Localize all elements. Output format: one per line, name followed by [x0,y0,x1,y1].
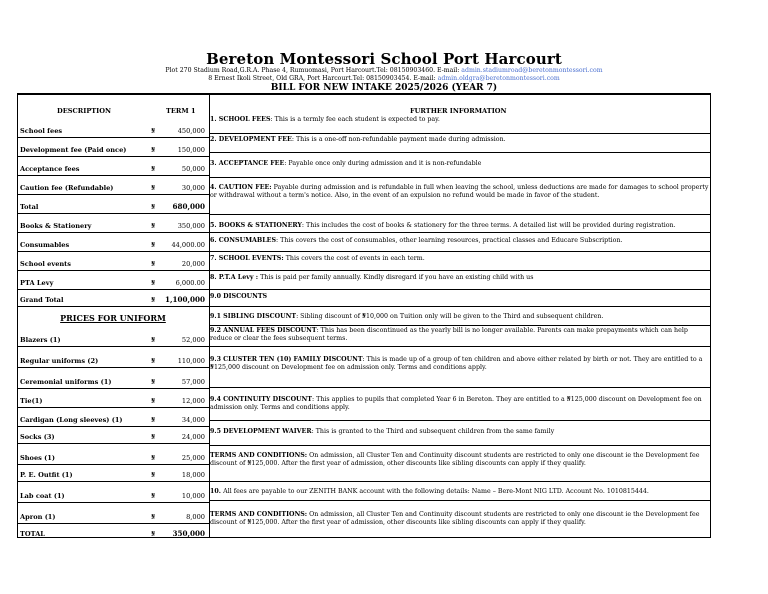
info-text: All fees are payable to our ZENITH BANK account with the following details: Name – Bere-Mont NIG LTD. Account No. 1010815444. [223,488,649,495]
uniform-label: Cardigan (Long sleeves) (1) [20,416,123,424]
info-number: 8. [210,274,219,281]
fee-amount: 50,000 [181,165,205,173]
row-divider [17,289,209,290]
info-text: : Payable once only during admission and it is non-refundable [284,160,482,167]
info-text: : This applies to pupils that completed Year 6 in Bereton. They are entitled to a ₦125,000 discount on Development fee on admission only. Terms and conditions apply. [210,396,702,411]
uniform-label: Blazers (1) [20,336,61,344]
row-divider [17,137,209,138]
currency-symbol: ₦ [151,530,156,538]
col-info-header: FURTHER INFORMATION [410,107,507,115]
currency-symbol: ₦ [151,203,156,211]
info-title: SCHOOL FEES [218,116,271,123]
address-line-2 [0,75,768,82]
info-title: TERMS AND CONDITIONS: [210,511,308,518]
fee-label: Development fee (Paid once) [20,146,127,154]
uniform-amount: 8,000 [186,513,205,521]
currency-symbol: ₦ [151,513,156,521]
info-item [210,452,709,468]
fee-label: School events [20,260,71,268]
row-divider [17,407,209,408]
info-title: BOOKS & STATIONERY [218,222,302,229]
uniform-label: Apron (1) [20,513,56,521]
currency-symbol: ₦ [151,222,156,230]
uniform-amount: 18,000 [181,471,205,479]
info-text: On admission, all Cluster Ten and Continuity discount students are restricted to only one discount ie the Development fee discount of ₦125,000. After the first year of admission, other discounts like sibling discounts can apply if they qualify. [210,452,700,467]
info-number: 9.1 [210,313,224,320]
uniform-amount: 10,000 [181,492,205,500]
info-item [210,160,709,168]
uniform-amount: 57,000 [181,378,205,386]
row-divider [17,388,209,389]
uniform-amount: 25,000 [181,454,205,462]
fee-amount: 20,000 [181,260,205,268]
row-divider [17,213,209,214]
info-text: : Sibling discount of ₦10,000 on Tuition only will be given to the Third and subsequent children. [296,313,604,320]
email-link-1[interactable]: admin.stadiumroad@beretonmontessori.com [461,67,603,74]
fee-label: Caution fee (Refundable) [20,184,114,192]
fee-amount: 350,000 [177,222,205,230]
row-divider [17,502,209,503]
info-title: TERMS AND CONDITIONS: [210,452,308,459]
info-title: DISCOUNTS [223,293,268,300]
info-divider [209,289,711,290]
info-item [210,293,709,301]
info-number: 9.0 [210,293,224,300]
address-1-text: Plot 270 Stadium Road,G.R.A. Phase 4, Rumuomasi, Port Harcourt.Tel: 08150903460. E-mail: [165,67,462,74]
info-title: CONSUMABLES [218,237,277,244]
info-item [210,327,709,343]
row-divider [17,464,209,465]
info-title: ANNUAL FEES DISCOUNT [223,327,317,334]
info-number: 3. [210,160,219,167]
info-title: DEVELOPMENT FEE [218,136,292,143]
fee-amount: 150,000 [177,146,205,154]
currency-symbol: ₦ [151,471,156,479]
row-divider [17,367,209,368]
currency-symbol: ₦ [151,492,156,500]
uniform-label: Regular uniforms (2) [20,357,99,365]
info-number: 9.5 [210,428,224,435]
row-divider [17,443,209,444]
info-text: Payable during admission and is refundable in full when leaving the school, unless deductions are made for damages to school property or withdrawal without a term's notice. Also, in the event of an expulsion no refund would be made in favor of the student. [210,184,709,199]
fee-label: Consumables [20,241,70,249]
currency-symbol: ₦ [151,127,156,135]
info-divider [209,306,711,307]
info-item [210,488,709,496]
row-divider [17,194,209,195]
fee-label: Acceptance fees [20,165,80,173]
row-divider [17,251,209,252]
uniform-amount: 350,000 [172,529,205,538]
address-2-text: 8 Ernest Ikoli Street, Old GRA, Port Harcourt.Tel: 08150903454. E-mail: [208,75,438,82]
currency-symbol: ₦ [151,241,156,249]
fee-label: Grand Total [20,296,64,304]
fee-amount: 44,000.00 [171,241,205,249]
row-divider [17,232,209,233]
info-item [210,511,709,527]
info-divider [209,387,711,388]
info-number: 7. [210,255,219,262]
uniform-amount: 24,000 [181,433,205,441]
info-text: This covers the cost of events in each term. [283,255,425,262]
info-number: 1. [210,116,219,123]
row-divider [17,306,209,307]
info-text: : This is made up of a group of ten children and above either related by birth or not. They are entitled to a ₦125,000 discount on Development fee on admission only. Terms and conditions apply. [210,356,703,371]
info-item [210,356,709,372]
info-text: : This covers the cost of consumables, other learning resources, practical classes and Educare Subscription. [276,237,623,244]
info-item [210,255,709,263]
info-divider [209,251,711,252]
info-text: : This has been discontinued as the yearly bill is no longer available. Parents can make prepayments which can help reduce or clear the fees subsequent terms. [210,327,688,342]
row-divider [17,523,209,524]
info-item [210,396,709,412]
info-item [210,184,709,200]
currency-symbol: ₦ [151,454,156,462]
info-divider [209,270,711,271]
currency-symbol: ₦ [151,416,156,424]
row-divider [17,426,209,427]
uniform-label: Shoes (1) [20,454,55,462]
currency-symbol: ₦ [151,146,156,154]
info-number: 6. [210,237,219,244]
address-line-1 [0,67,768,74]
uniform-amount: 52,000 [181,336,205,344]
info-divider [209,152,711,153]
info-item [210,136,709,144]
info-number: 4. [210,184,219,191]
table-top-border [17,93,711,95]
info-number: 10. [210,488,224,495]
info-number: 9.2 [210,327,224,334]
school-name: Bereton Montessori School Port Harcourt [206,50,562,68]
info-title: SIBLING DISCOUNT [223,313,297,320]
row-divider [17,270,209,271]
currency-symbol: ₦ [151,397,156,405]
info-item [210,116,709,124]
currency-symbol: ₦ [151,336,156,344]
row-divider [17,481,209,482]
info-item [210,313,709,321]
info-divider [209,177,711,178]
info-title: CONTINUITY DISCOUNT [223,396,312,403]
info-divider [209,232,711,233]
info-text: On admission, all Cluster Ten and Continuity discount students are restricted to only one discount ie the Development fee discount of ₦125,000. After the first year of admission, other discounts like sibling discounts can apply if they qualify. [210,511,700,526]
info-item [210,222,709,230]
uniform-label: Socks (3) [20,433,55,441]
info-item [210,274,709,282]
currency-symbol: ₦ [151,296,156,304]
info-text: : This is a termly fee each student is expected to pay. [270,116,440,123]
info-title: CLUSTER TEN (10) FAMILY DISCOUNT [223,356,363,363]
uniform-heading: PRICES FOR UNIFORM [60,313,166,323]
uniform-label: Tie(1) [20,397,43,405]
uniform-label: TOTAL [20,530,45,538]
info-number: 9.3 [210,356,224,363]
row-divider [17,175,209,176]
currency-symbol: ₦ [151,378,156,386]
info-title: DEVELOPMENT WAIVER [223,428,312,435]
fee-amount: 1,100,000 [164,295,205,304]
info-text: : This is granted to the Third and subsequent children from the same family [311,428,555,435]
info-divider [209,214,711,215]
email-link-2[interactable]: admin.oldgra@beretonmontessori.com [437,75,560,82]
info-divider [209,133,711,134]
col-term-header: TERM 1 [166,107,196,115]
currency-symbol: ₦ [151,279,156,287]
info-number: 2. [210,136,219,143]
currency-symbol: ₦ [151,433,156,441]
info-text: : This is a one-off non-refundable payment made during admission. [291,136,506,143]
info-divider [209,346,711,347]
info-divider [209,445,711,446]
row-divider [17,156,209,157]
fee-label: Total [20,203,39,211]
fee-amount: 680,000 [172,202,205,211]
info-number: 5. [210,222,219,229]
fee-label: PTA Levy [20,279,54,287]
uniform-amount: 34,000 [181,416,205,424]
info-text: : This includes the cost of books & stationery for the three terms. A detailed list will be provided during registration. [301,222,676,229]
currency-symbol: ₦ [151,260,156,268]
info-title: SCHOOL EVENTS: [218,255,284,262]
uniform-label: Ceremonial uniforms (1) [20,378,112,386]
info-number: 9.4 [210,396,224,403]
info-item [210,428,709,436]
info-divider [209,481,711,482]
info-title: CAUTION FEE: [218,184,272,191]
uniform-amount: 110,000 [177,357,205,365]
row-divider [17,346,209,347]
fee-label: Books & Stationery [20,222,92,230]
uniform-amount: 12,000 [181,397,205,405]
info-item [210,237,709,245]
bill-title: BILL FOR NEW INTAKE 2025/2026 (YEAR 7) [270,83,498,93]
info-title: ACCEPTANCE FEE [218,160,285,167]
info-divider [209,420,711,421]
info-divider [209,500,711,501]
info-divider [209,325,711,326]
col-description-header: DESCRIPTION [57,107,112,115]
fee-amount: 30,000 [181,184,205,192]
info-text: This is paid per family annually. Kindly disregard if you have an existing child with us [258,274,534,281]
fee-label: School fees [20,127,63,135]
fee-amount: 6,000.00 [175,279,205,287]
currency-symbol: ₦ [151,184,156,192]
info-title: P.T.A Levy : [218,274,259,281]
uniform-label: Lab coat (1) [20,492,65,500]
currency-symbol: ₦ [151,165,156,173]
uniform-label: P. E. Outfit (1) [20,471,73,479]
currency-symbol: ₦ [151,357,156,365]
fee-amount: 450,000 [177,127,205,135]
